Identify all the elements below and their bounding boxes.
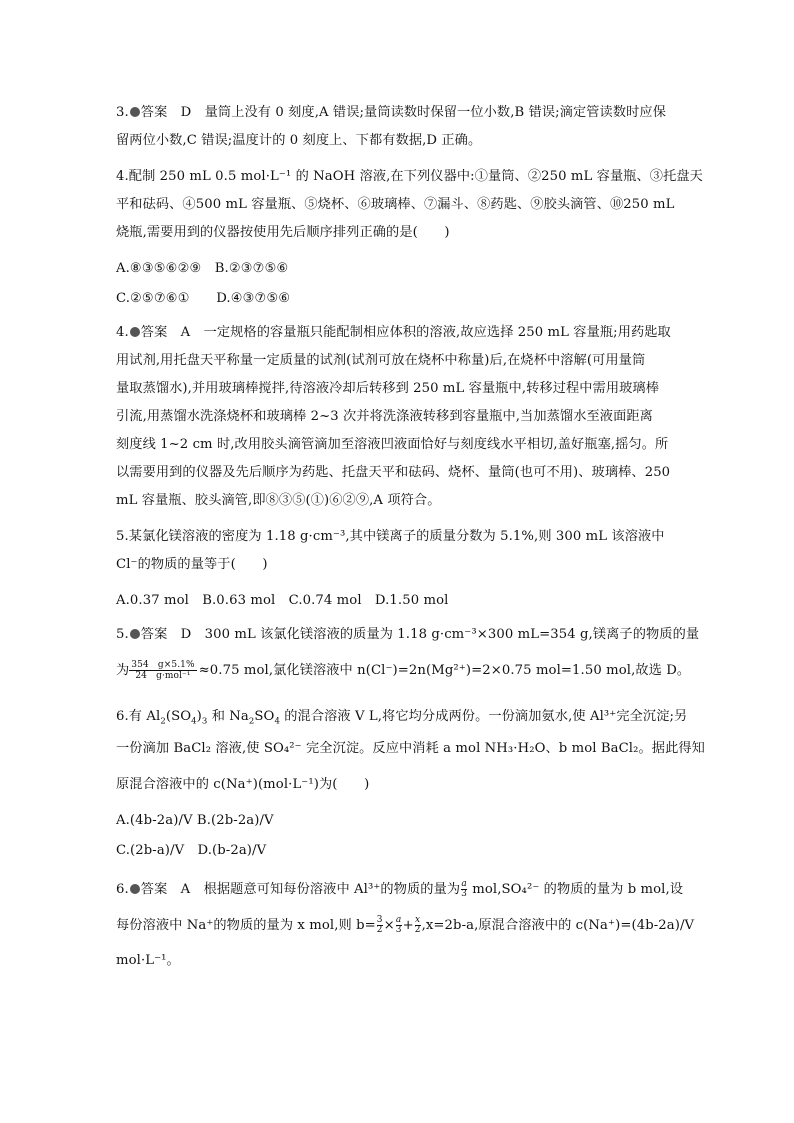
- q5-answer-result: ≈0.75 mol,氯化镁溶液中 n(Cl⁻)=2n(Mg²⁺)=2×0.75 mol=1.50 mol,故选 D。: [198, 663, 691, 678]
- fraction-denominator: 2: [376, 925, 383, 935]
- q6-answer-text-b: mol,SO₄²⁻ 的物质的量为 b mol,设: [467, 882, 684, 897]
- q4-answer-line-6: 以需要用到的仪器及先后顺序为药匙、托盘天平和砝码、烧杯、量筒(也可不用)、玻璃棒、250: [116, 465, 671, 480]
- q4-answer-number: 4.: [116, 325, 129, 340]
- fraction-denominator: 2: [414, 925, 421, 935]
- q6-answer-line-1: [116, 880, 684, 899]
- q5-fraction: [129, 660, 196, 681]
- q6-answer-text-c: 每份溶液中 Na⁺的物质的量为 x mol,则 b=: [116, 918, 376, 933]
- fraction-numerator: 3: [376, 915, 383, 925]
- q4-answer-line-2: 用试剂,用托盘天平称量一定质量的试剂(试剂可放在烧杯中称量)后,在烧杯中溶解(可用量筒: [116, 353, 646, 368]
- q6-answer-text-d: ,x=2b-a,原混合溶液中的 c(Na⁺)=(4b-2a)/V: [421, 918, 695, 933]
- fraction-3-over-2: [377, 916, 383, 935]
- q6-stem-line-3: 原混合溶液中的 c(Na⁺)(mol·L⁻¹)为( ): [116, 777, 370, 792]
- q4-options-cd: C.②⑤⑦⑥① D.④③⑦⑤⑥: [116, 291, 291, 306]
- q6-answer-text-a: A 根据题意可知每份溶液中 Al³⁺的物质的量为: [167, 882, 461, 897]
- fraction-denominator: 24 g·mol⁻¹: [135, 671, 191, 681]
- subscript: 2: [248, 716, 255, 727]
- q6-options-cd: C.(2b-a)/V D.(b-2a)/V: [116, 843, 267, 858]
- q4-answer-line-3: 量取蒸馏水),并用玻璃棒搅拌,待溶液冷却后转移到 250 mL 容量瓶中,转移过程中需用玻璃棒: [116, 381, 659, 396]
- fraction-a-over-3: [396, 916, 402, 935]
- q5-stem-line-2: Cl⁻的物质的量等于( ): [116, 557, 268, 572]
- subscript: 4: [191, 716, 197, 727]
- q6-text-k: 的混合溶液 V L,将它均分成两份。一份滴加氨水,使 Al³⁺完全沉淀;另: [279, 709, 688, 724]
- q4-answer-line-5: 刻度线 1~2 cm 时,改用胶头滴管滴加至溶液凹液面恰好与刻度线水平相切,盖好瓶塞,摇匀。所: [116, 437, 669, 452]
- q4-stem-line-2: 平和砝码、④500 mL 容量瓶、⑤烧杯、⑥玻璃棒、⑦漏斗、⑧药匙、⑨胶头滴管、⑩250 mL: [116, 197, 675, 212]
- q5-answer-line-1: [116, 626, 700, 644]
- q5-answer-number: 5.: [116, 627, 129, 642]
- q6-answer-line-3: mol·L⁻¹。: [116, 953, 180, 968]
- q5-answer-text: D 300 mL 该氯化镁溶液的质量为 1.18 g·cm⁻³×300 mL=354 g,镁离子的物质的量: [167, 627, 700, 642]
- q4-answer-line-7: mL 容量瓶、胶头滴管,即⑧③⑤(①)⑥②⑨,A 项符合。: [116, 493, 441, 508]
- q4-stem-line-1: 4.配制 250 mL 0.5 mol·L⁻¹ 的 NaOH 溶液,在下列仪器中:①量筒、②250 mL 容量瓶、③托盘天: [116, 169, 703, 184]
- q4-answer-text: A 一定规格的容量瓶只能配制相应体积的溶液,故应选择 250 mL 容量瓶;用药匙取: [167, 325, 671, 340]
- fraction-numerator: a: [461, 879, 467, 889]
- fraction-denominator: 3: [461, 889, 467, 899]
- q6-stem-line-1: [116, 708, 688, 731]
- q5-stem-line-1: 5.某氯化镁溶液的密度为 1.18 g·cm⁻³,其中镁离子的质量分数为 5.1%,则 300 mL 该溶液中: [116, 529, 665, 544]
- subscript: 4: [274, 716, 280, 727]
- q6-answer-number: 6.: [116, 882, 129, 897]
- q6-text-a: 6.有 Al: [116, 709, 161, 724]
- answer-marker-icon: [130, 327, 140, 337]
- q3-answer-number: 3.: [116, 105, 129, 120]
- q5-answer-prefix: 为: [116, 663, 130, 678]
- q6-answer-line-2: [116, 915, 695, 935]
- subscript: 3: [201, 716, 208, 727]
- q4-answer-line-4: 引流,用蒸馏水洗涤烧杯和玻璃棒 2~3 次并将洗涤液转移到容量瓶中,当加蒸馏水至液面距离: [116, 409, 653, 424]
- fraction-numerator: 354 g×5.1%: [131, 660, 195, 670]
- answer-marker-icon: [130, 107, 140, 117]
- fraction-x-over-2: [415, 916, 421, 935]
- q4-answer-line-1: [116, 324, 684, 342]
- q6-stem-line-2: 一份滴加 BaCl₂ 溶液,使 SO₄²⁻ 完全沉淀。反应中消耗 a mol NH₃·H₂O、b mol BaCl₂。据此得知: [116, 741, 705, 756]
- q3-answer-line-1: [116, 104, 684, 122]
- fraction-a-over-3: [461, 880, 467, 899]
- q6-text-g: 和 Na: [207, 709, 249, 724]
- times-sign: ×: [383, 918, 395, 933]
- plus-sign: +: [402, 918, 414, 933]
- q6-text-c: (SO: [165, 709, 192, 724]
- answer-label: 答案: [140, 627, 168, 642]
- answer-marker-icon: [130, 629, 140, 639]
- q4-stem-line-3: 烧瓶,需要用到的仪器按使用先后顺序排列正确的是( ): [116, 225, 450, 240]
- q6-text-e: ): [196, 709, 202, 724]
- q5-answer-line-2: [116, 660, 691, 681]
- answer-marker-icon: [130, 884, 140, 894]
- fraction-numerator: a: [395, 915, 402, 925]
- q3-answer-line-2: 留两位小数,C 错误;温度计的 0 刻度上、下都有数据,D 正确。: [116, 133, 482, 148]
- q3-answer-text: D 量筒上没有 0 刻度,A 错误;量筒读数时保留一位小数,B 错误;滴定管读数时应保: [167, 105, 666, 120]
- fraction-numerator: x: [415, 915, 421, 925]
- q4-options-ab: A.⑧③⑤⑥②⑨ B.②③⑦⑤⑥: [116, 261, 289, 276]
- answer-label: 答案: [140, 105, 168, 120]
- fraction-denominator: 3: [395, 925, 402, 935]
- q5-options: A.0.37 mol B.0.63 mol C.0.74 mol D.1.50 mol: [116, 593, 449, 608]
- answer-label: 答案: [140, 882, 168, 897]
- q6-options-ab: A.(4b-2a)/V B.(2b-2a)/V: [116, 813, 274, 828]
- subscript: 2: [160, 716, 166, 727]
- q6-text-i: SO: [254, 709, 275, 724]
- answer-label: 答案: [140, 325, 168, 340]
